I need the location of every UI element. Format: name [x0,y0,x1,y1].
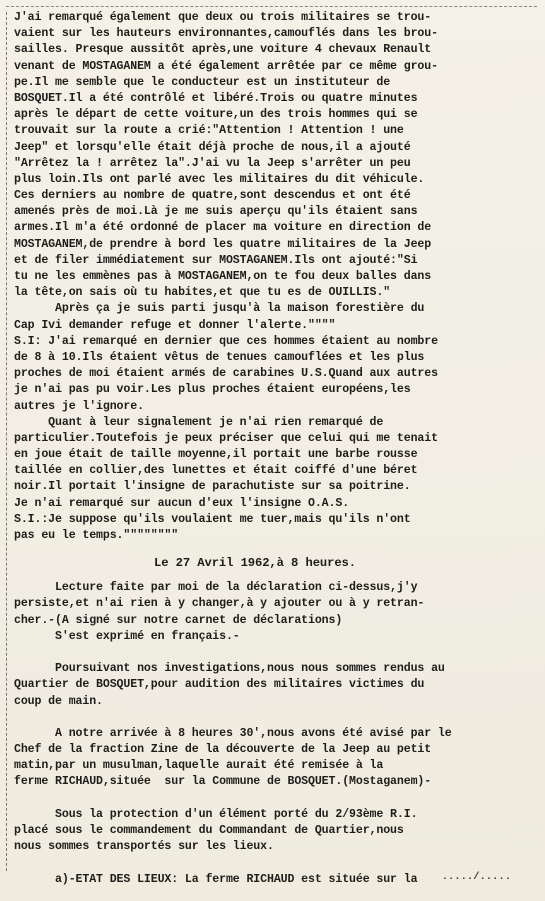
text-line: placé sous le commandement du Commandant de Quartier,nous [14,824,404,837]
text-line: pas eu le temps."""""""" [14,529,179,542]
blank-line [14,791,537,807]
text-line: Quant à leur signalement je n'ai rien remarqué de [14,415,384,429]
blank-line [14,855,537,871]
text-line: Chef de la fraction Zine de la découverte de la Jeep au petit [14,743,432,757]
text-line: Jeep" et lorsqu'elle était déjà proche de nous,il a ajouté [14,140,411,154]
text-line: Après ça je suis parti jusqu'à la maison forestière du [14,302,425,316]
left-margin-rule [6,12,7,871]
text-line: MOSTAGANEM,de prendre à bord les quatre militaires de la Jeep [14,237,432,251]
text-line: S'est exprimé en français.- [14,629,240,643]
blank-line [14,710,537,726]
text-line: armes.Il m'a été ordonné de placer ma voiture en direction de [14,221,432,235]
text-line: autres je l'ignore. [14,399,144,413]
text-line: la tête,on sais où tu habites,et que tu es de OUILLIS." [14,286,391,300]
text-line: Cap Ivi demander refuge et donner l'alerte."""" [14,318,336,332]
blank-line [14,645,537,661]
text-line: sailles. Presque aussitôt après,une voiture 4 chevaux Renault [14,43,432,57]
text-line: a)-ETAT DES LIEUX: La ferme RICHAUD est située sur la [14,872,418,886]
text-line: je n'ai pas pu voir.Les plus proches étaient européens,les [14,383,411,397]
text-line: BOSQUET.Il a été contrôlé et libéré.Trois ou quatre minutes [14,91,418,105]
text-line: trouvait sur la route a crié:"Attention ! Attention ! une [14,124,404,138]
text-line: plus loin.Ils ont parlé avec les militaires du dit véhicule. [14,172,425,186]
text-line: coup de main. [14,694,103,708]
text-line: matin,par un musulman,laquelle aurait été remisée à la [14,759,384,773]
text-line: Je n'ai remarqué sur aucun d'eux l'insigne O.A.S. [14,496,350,510]
text-line: proches de moi étaient armés de carabines U.S.Quand aux autres [14,367,438,381]
text-line: particulier.Toutefois je peux préciser que celui qui me tenait [14,431,438,445]
text-line: Ces derniers au nombre de quatre,sont descendus et ont été [14,189,411,203]
text-line: S.I.:Je suppose qu'ils voulaient me tuer,mais qu'ils n'ont [14,512,411,526]
text-line: Poursuivant nos investigations,nous nous sommes rendus au [14,662,445,676]
text-line: S.I: J'ai remarqué en dernier que ces hommes étaient au nombre [14,334,438,348]
text-line: et de filer immédiatement sur MOSTAGANEM.Ils ont ajouté:"Si [14,253,418,267]
date-heading: Le 27 Avril 1962,à 8 heures. [154,556,356,571]
text-line: Sous la protection d'un élément porté du 2/93ème R.I. [14,807,418,821]
text-line: noir.Il portait l'insigne de parachutiste sur sa poitrine. [14,480,411,494]
page-continuation-mark: ...../..... [441,871,511,883]
top-dashed-rule [6,6,537,7]
text-line: J'ai remarqué également que deux ou trois militaires se trou- [14,11,432,24]
text-line: ferme RICHAUD,située sur la Commune de BOSQUET.(Mostaganem)- [14,775,432,789]
text-line: après le départ de cette voiture,un des trois hommes qui se [14,108,418,122]
text-line: amenés près de moi.Là je me suis aperçu qu'ils étaient sans [14,205,418,219]
text-line: vaient sur les hauteurs environnantes,camouflés dans les brou- [14,27,438,41]
text-line: en joue était de taille moyenne,il portait une barbe rousse [14,448,418,462]
text-line: taillée en collier,des lunettes et était coiffé d'une béret [14,464,418,478]
text-line: "Arrêtez la ! arrêtez la".J'ai vu la Jeep s'arrêter un peu [14,156,411,170]
text-line: cher.-(A signé sur notre carnet de déclarations) [14,613,343,627]
text-line: persiste,et n'ai rien à y changer,à y ajouter ou à y retran- [14,597,425,611]
text-line: venant de MOSTAGANEM a été également arrêtée par ce même grou- [14,59,438,73]
statement-body [14,10,537,544]
text-line: nous sommes transportés sur les lieux. [14,840,274,854]
text-line: Lecture faite par moi de la déclaration ci-dessus,j'y [14,581,418,595]
closing-body [14,580,537,888]
text-line: Quartier de BOSQUET,pour audition des militaires victimes du [14,678,425,692]
text-line: tu ne les emmènes pas à MOSTAGANEM,on te fou deux balles dans [14,270,432,283]
text-line: de 8 à 10.Ils étaient vêtus de tenues camouflées et les plus [14,350,425,364]
text-line: pe.Il me semble que le conducteur est un instituteur de [14,75,391,89]
text-line: A notre arrivée à 8 heures 30',nous avons été avisé par le [14,726,452,740]
